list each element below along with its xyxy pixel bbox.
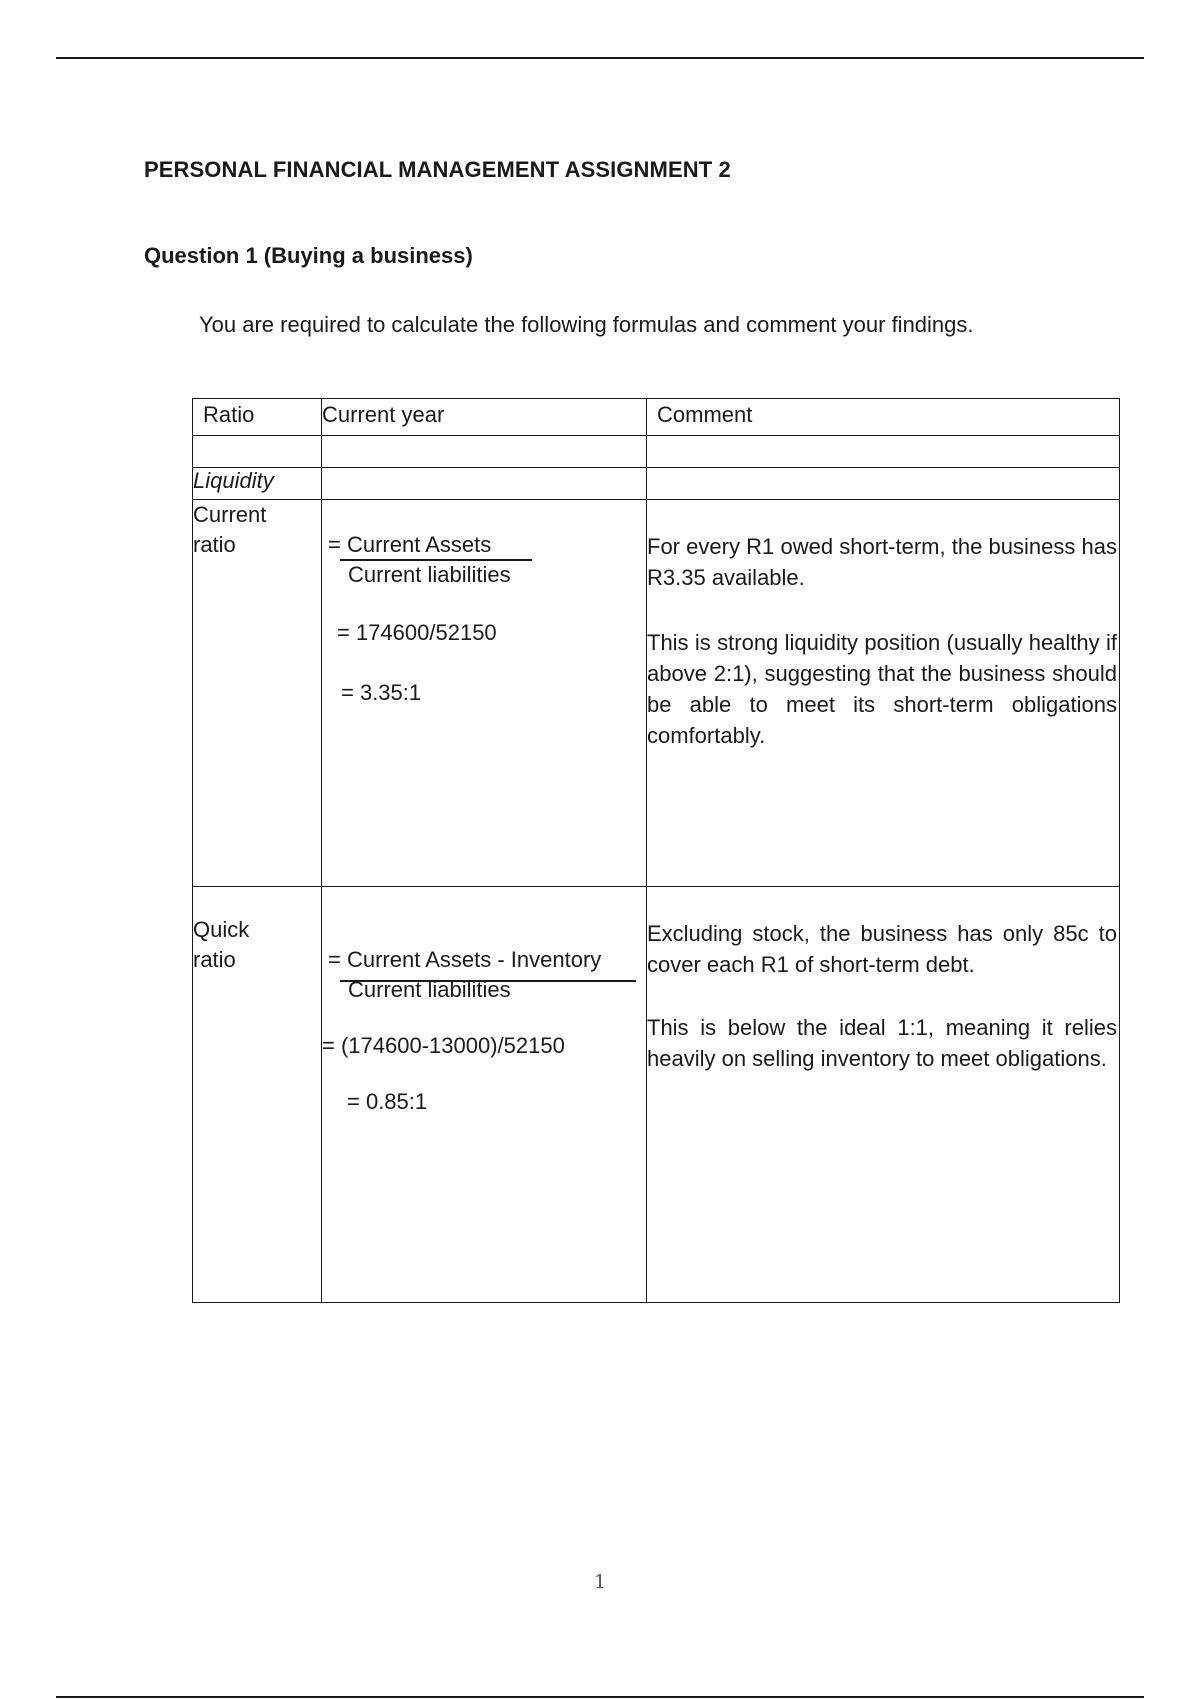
empty-cell [647, 468, 1120, 500]
table-row-current-ratio [193, 500, 1120, 887]
comment-cell [647, 500, 1120, 887]
empty-cell [647, 436, 1120, 468]
table-header-row [193, 399, 1120, 436]
question-title: Question 1 (Buying a business) [144, 243, 473, 268]
comment-paragraph-2: This is strong liquidity position (usually healthy if above 2:1), suggesting that the business should be able to meet its short-term obligations comfortably. [647, 630, 1117, 748]
comment-paragraph-2: This is below the ideal 1:1, meaning it relies heavily on selling inventory to meet obligations. [647, 1015, 1117, 1071]
empty-cell [322, 468, 647, 500]
instruction-text: You are required to calculate the following formulas and comment your findings. [199, 312, 974, 337]
calculation-cell [322, 887, 647, 1303]
header-comment: Comment [647, 399, 1120, 436]
ratio-name-cell [193, 887, 322, 1303]
header-ratio: Ratio [193, 399, 322, 436]
table-empty-row [193, 436, 1120, 468]
formula-substitution: = (174600-13000)/52150 [322, 1033, 565, 1058]
empty-cell [322, 436, 647, 468]
ratio-name-cell [193, 500, 322, 887]
formula-result: = 0.85:1 [347, 1089, 428, 1114]
page-number: 1 [593, 1571, 607, 1593]
header-current-year: Current year [322, 399, 647, 436]
ratio-table [192, 398, 1120, 1303]
document-title: PERSONAL FINANCIAL MANAGEMENT ASSIGNMENT 2 [144, 157, 731, 182]
ratio-name-line2: ratio [193, 532, 236, 557]
table-row-quick-ratio [193, 887, 1120, 1303]
formula-denominator: Current liabilities [348, 562, 511, 587]
section-label-liquidity: Liquidity [193, 468, 322, 500]
formula-numerator: = Current Assets [328, 532, 492, 557]
ratio-name-line2: ratio [193, 947, 236, 972]
empty-cell [193, 436, 322, 468]
ratio-name-line1: Current [193, 502, 267, 527]
calculation-cell [322, 500, 647, 887]
comment-cell [647, 887, 1120, 1303]
comment-paragraph-1: For every R1 owed short-term, the business has R3.35 available. [647, 534, 1117, 590]
formula-denominator: Current liabilities [348, 977, 511, 1002]
ratio-name-line1: Quick [193, 917, 250, 942]
header-rule [56, 57, 1144, 59]
formula-result: = 3.35:1 [341, 680, 422, 705]
footer-rule [56, 1696, 1144, 1698]
formula-substitution: = 174600/52150 [337, 620, 497, 645]
comment-paragraph-1: Excluding stock, the business has only 85c to cover each R1 of short-term debt. [647, 921, 1117, 977]
fraction-bar [340, 559, 532, 561]
formula-numerator: = Current Assets - Inventory [328, 947, 602, 972]
table-section-row [193, 468, 1120, 500]
